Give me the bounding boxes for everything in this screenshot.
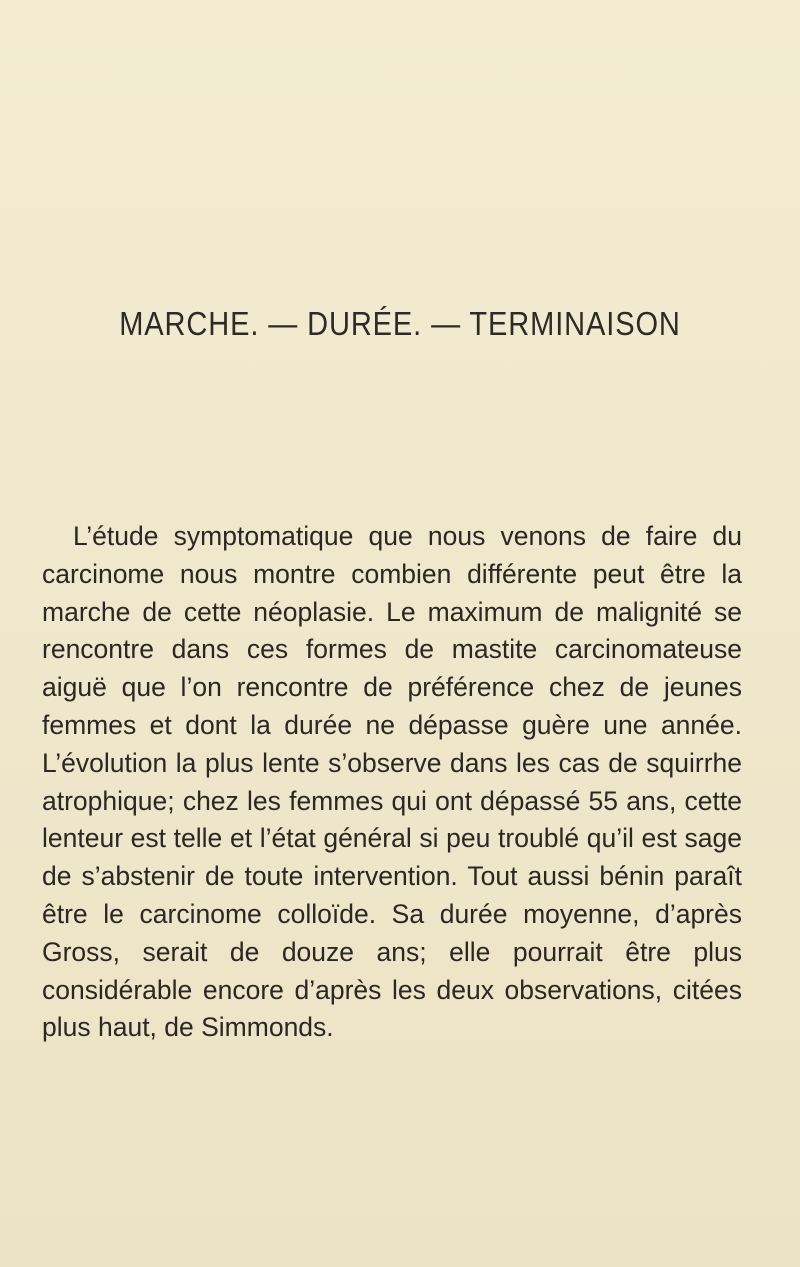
section-heading: MARCHE. — DURÉE. — TERMINAISON: [119, 305, 681, 342]
body-paragraph: L’étude symptomatique que nous venons de faire du carcinome nous montre combien différente peut être la marche de cette néoplasie. Le maximum de malignité se rencontre dans ces formes de mastite carcinomateuse aiguë que l’on rencontre de préférence chez de jeunes femmes et dont la durée ne dépasse guère une année. L’évolution la plus lente s’observe dans les cas de squirrhe atrophique; chez les femmes qui ont dépassé 55 ans, cette lenteur est telle et l’état général si peu troublé qu’il est sage de s’abstenir de toute intervention. Tout aussi bénin paraît être le carcinome colloïde. Sa durée moyenne, d’après Gross, serait de douze ans; elle pourrait être plus considérable encore d’après les deux observations, citées plus haut, de Simmonds.: [42, 521, 742, 1043]
